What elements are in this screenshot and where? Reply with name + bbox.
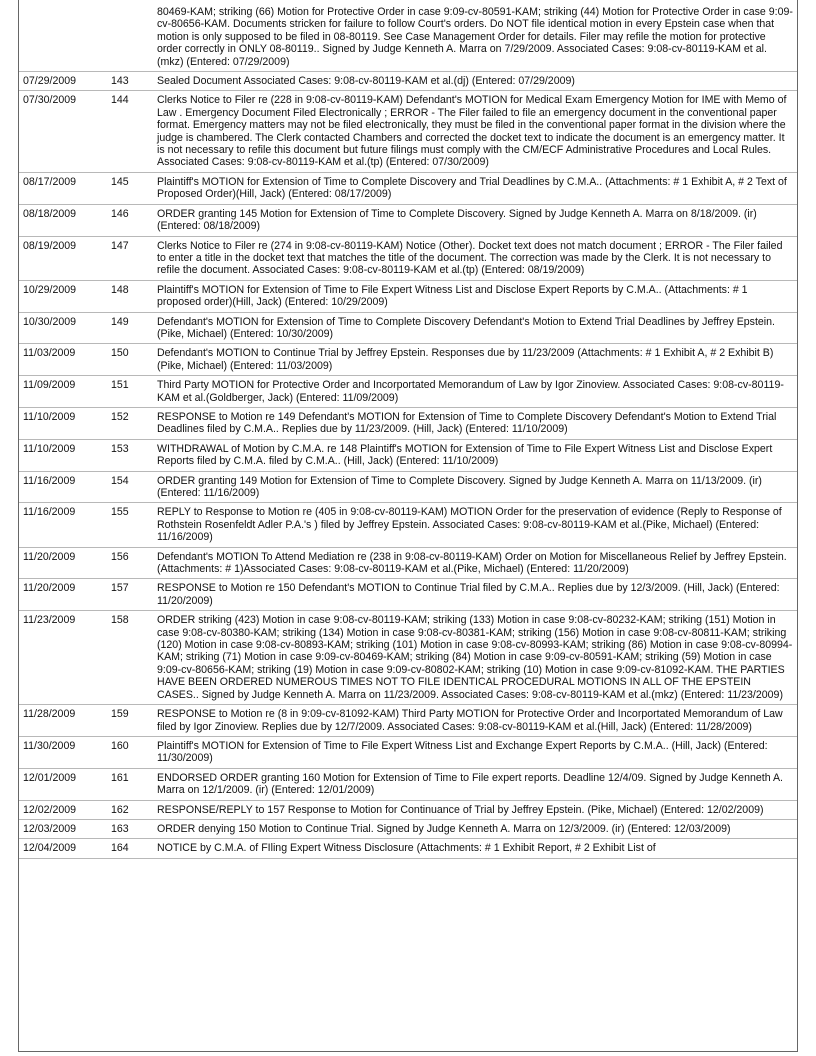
entry-date: 11/10/2009: [19, 439, 107, 471]
docket-entry: [19, 547, 797, 579]
docket-entry: [19, 736, 797, 768]
docket-entry: [19, 705, 797, 737]
docket-table: [19, 0, 797, 859]
docket-entry: [19, 91, 797, 172]
entry-date: 07/29/2009: [19, 72, 107, 91]
entry-text: Defendant's MOTION to Continue Trial by Jeffrey Epstein. Responses due by 11/23/2009 (Attachments: # 1 Exhibit A, # 2 Exhibit B)(Pike, Michael) (Entered: 11/03/2009): [153, 344, 797, 376]
docket-entry: [19, 471, 797, 503]
docket-entry: [19, 172, 797, 204]
entry-date: 11/20/2009: [19, 579, 107, 611]
entry-number: 148: [107, 280, 153, 312]
entry-date: 08/19/2009: [19, 236, 107, 280]
entry-date: 10/30/2009: [19, 312, 107, 344]
entry-date: 11/16/2009: [19, 503, 107, 547]
entry-text: ORDER granting 145 Motion for Extension of Time to Complete Discovery. Signed by Judge Kenneth A. Marra on 8/18/2009. (ir) (Entered: 08/18/2009): [153, 204, 797, 236]
docket-entries: [19, 0, 797, 858]
entry-number: 160: [107, 736, 153, 768]
entry-text: ORDER denying 150 Motion to Continue Trial. Signed by Judge Kenneth A. Marra on 12/3/2009. (ir) (Entered: 12/03/2009): [153, 819, 797, 838]
docket-entry: [19, 236, 797, 280]
entry-text: 80469-KAM; striking (66) Motion for Protective Order in case 9:09-cv-80591-KAM; striking (44) Motion for Protective Order in case 9:09-cv-80656-KAM. Documents stricken for failure to follow Court's orders. Do NOT file identical motion in every Epstein case when that motion is only supposed to be filed in 08-80119. See Case Management Order for details. Filer may refile the motion for protective order correctly in ONLY 08-80119.. Signed by Judge Kenneth A. Marra on 7/29/2009. Associated Cases: 9:08-cv-80119-KAM et al.(mkz) (Entered: 07/29/2009): [153, 0, 797, 72]
entry-date: 12/04/2009: [19, 839, 107, 858]
entry-number: 159: [107, 705, 153, 737]
entry-number: 158: [107, 611, 153, 705]
entry-text: ORDER granting 149 Motion for Extension of Time to Complete Discovery. Signed by Judge Kenneth A. Marra on 11/13/2009. (ir) (Entered: 11/16/2009): [153, 471, 797, 503]
entry-text: Defendant's MOTION for Extension of Time to Complete Discovery Defendant's Motion to Extend Trial Deadlines by Jeffrey Epstein. (Pike, Michael) (Entered: 10/30/2009): [153, 312, 797, 344]
docket-entry: [19, 800, 797, 819]
entry-text: Plaintiff's MOTION for Extension of Time to Complete Discovery and Trial Deadlines by C.M.A.. (Attachments: # 1 Exhibit A, # 2 Text of Proposed Order)(Hill, Jack) (Entered: 08/17/2009): [153, 172, 797, 204]
docket-entry: [19, 204, 797, 236]
entry-text: Clerks Notice to Filer re (228 in 9:08-cv-80119-KAM) Defendant's MOTION for Medical Exam Emergency Motion for IME with Memo of Law . Emergency Document Filed Electronically ; ERROR - The Filer failed to file an emergency document in the conventional paper format. Emergency matters may not be filed electronically, they must be filed in the conventional paper format in the division where the judge is chambered. The Clerk contacted Chambers and corrected the docket text to indicate the document is an emergency matter. It is not necessary to refile this document but future filings must comply with the CM/ECF Administrative Procedures and Local Rules. Associated Cases: 9:08-cv-80119-KAM et al.(tp) (Entered: 07/30/2009): [153, 91, 797, 172]
entry-date: 12/01/2009: [19, 768, 107, 800]
entry-date: 11/23/2009: [19, 611, 107, 705]
docket-entry: [19, 0, 797, 72]
entry-number: 146: [107, 204, 153, 236]
entry-date: 11/09/2009: [19, 376, 107, 408]
docket-entry: [19, 72, 797, 91]
entry-date: [19, 0, 107, 72]
entry-number: 157: [107, 579, 153, 611]
entry-date: 11/16/2009: [19, 471, 107, 503]
entry-number: 149: [107, 312, 153, 344]
entry-text: Third Party MOTION for Protective Order and Incorportated Memorandum of Law by Igor Zinoview. Associated Cases: 9:08-cv-80119-KAM et al.(Goldberger, Jack) (Entered: 11/09/2009): [153, 376, 797, 408]
docket-entry: [19, 768, 797, 800]
entry-text: RESPONSE to Motion re (8 in 9:09-cv-81092-KAM) Third Party MOTION for Protective Order and Incorportated Memorandum of Law filed by Igor Zinoview. Replies due by 12/7/2009. Associated Cases: 9:08-cv-80119-KAM et al.(Hill, Jack) (Entered: 11/28/2009): [153, 705, 797, 737]
docket-entry: [19, 439, 797, 471]
entry-number: 163: [107, 819, 153, 838]
entry-text: Plaintiff's MOTION for Extension of Time to File Expert Witness List and Exchange Expert Reports by C.M.A.. (Hill, Jack) (Entered: 11/30/2009): [153, 736, 797, 768]
docket-entry: [19, 407, 797, 439]
entry-number: 164: [107, 839, 153, 858]
entry-text: RESPONSE to Motion re 150 Defendant's MOTION to Continue Trial filed by C.M.A.. Replies due by 12/3/2009. (Hill, Jack) (Entered: 11/20/2009): [153, 579, 797, 611]
docket-entry: [19, 376, 797, 408]
docket-entry: [19, 312, 797, 344]
entry-text: NOTICE by C.M.A. of FIling Expert Witness Disclosure (Attachments: # 1 Exhibit Report, # 2 Exhibit List of: [153, 839, 797, 858]
entry-date: 08/17/2009: [19, 172, 107, 204]
entry-text: ENDORSED ORDER granting 160 Motion for Extension of Time to File expert reports. Deadline 12/4/09. Signed by Judge Kenneth A. Marra on 12/1/2009. (ir) (Entered: 12/01/2009): [153, 768, 797, 800]
entry-text: Plaintiff's MOTION for Extension of Time to File Expert Witness List and Disclose Expert Reports by C.M.A.. (Attachments: # 1 proposed order)(Hill, Jack) (Entered: 10/29/2009): [153, 280, 797, 312]
docket-entry: [19, 344, 797, 376]
entry-number: 147: [107, 236, 153, 280]
entry-number: 153: [107, 439, 153, 471]
entry-number: [107, 0, 153, 72]
entry-date: 11/28/2009: [19, 705, 107, 737]
entry-date: 11/10/2009: [19, 407, 107, 439]
entry-date: 08/18/2009: [19, 204, 107, 236]
entry-date: 10/29/2009: [19, 280, 107, 312]
docket-entry: [19, 839, 797, 858]
entry-date: 12/03/2009: [19, 819, 107, 838]
entry-date: 07/30/2009: [19, 91, 107, 172]
entry-text: Sealed Document Associated Cases: 9:08-cv-80119-KAM et al.(dj) (Entered: 07/29/2009): [153, 72, 797, 91]
entry-date: 11/30/2009: [19, 736, 107, 768]
docket-entry: [19, 503, 797, 547]
entry-text: RESPONSE/REPLY to 157 Response to Motion for Continuance of Trial by Jeffrey Epstein. (Pike, Michael) (Entered: 12/02/2009): [153, 800, 797, 819]
docket-entry: [19, 611, 797, 705]
entry-number: 150: [107, 344, 153, 376]
docket-page: [18, 0, 798, 1052]
entry-number: 154: [107, 471, 153, 503]
entry-number: 162: [107, 800, 153, 819]
entry-number: 145: [107, 172, 153, 204]
entry-date: 11/03/2009: [19, 344, 107, 376]
entry-number: 155: [107, 503, 153, 547]
entry-number: 152: [107, 407, 153, 439]
entry-date: 11/20/2009: [19, 547, 107, 579]
entry-text: REPLY to Response to Motion re (405 in 9:08-cv-80119-KAM) MOTION Order for the preservation of evidence (Reply to Response of Rothstein Rosenfeldt Adler P.A.'s ) filed by Jeffrey Epstein. Associated Cases: 9:08-cv-80119-KAM et al.(Pike, Michael) (Entered: 11/16/2009): [153, 503, 797, 547]
entry-number: 156: [107, 547, 153, 579]
docket-entry: [19, 579, 797, 611]
entry-text: RESPONSE to Motion re 149 Defendant's MOTION for Extension of Time to Complete Discovery Defendant's Motion to Extend Trial Deadlines filed by C.M.A.. Replies due by 11/23/2009. (Hill, Jack) (Entered: 11/10/2009): [153, 407, 797, 439]
entry-number: 144: [107, 91, 153, 172]
entry-text: Clerks Notice to Filer re (274 in 9:08-cv-80119-KAM) Notice (Other). Docket text does not match document ; ERROR - The Filer failed to enter a title in the docket text that matches the title of the document. The correction was made by the Clerk. It is not necessary to refile the document. Associated Cases: 9:08-cv-80119-KAM et al.(tp) (Entered: 08/19/2009): [153, 236, 797, 280]
entry-text: Defendant's MOTION To Attend Mediation re (238 in 9:08-cv-80119-KAM) Order on Motion for Miscellaneous Relief by Jeffrey Epstein. (Attachments: # 1)Associated Cases: 9:08-cv-80119-KAM et al.(Pike, Michael) (Entered: 11/20/2009): [153, 547, 797, 579]
docket-entry: [19, 280, 797, 312]
entry-date: 12/02/2009: [19, 800, 107, 819]
entry-text: ORDER striking (423) Motion in case 9:08-cv-80119-KAM; striking (133) Motion in case 9:08-cv-80232-KAM; striking (151) Motion in case 9:08-cv-80380-KAM; striking (134) Motion in case 9:08-cv-80381-KAM; striking (156) Motion in case 9:08-cv-80811-KAM; striking (120) Motion in case 9:08-cv-80893-KAM; striking (101) Motion in case 9:08-cv-80993-KAM; striking (86) Motion in case 9:08-cv-80994-KAM; striking (71) Motion in case 9:09-cv-80469-KAM; striking (84) Motion in case 9:09-cv-80591-KAM; striking (59) Motion in case 9:09-cv-80656-KAM; striking (19) Motion in case 9:09-cv-80802-KAM; striking (10) Motion in case 9:09-cv-81092-KAM. THE PARTIES HAVE BEEN ORDERED NUMEROUS TIMES NOT TO FILE IDENTICAL PROCEDURAL MOTIONS IN ALL OF THE EPSTEIN CASES.. Signed by Judge Kenneth A. Marra on 11/23/2009. Associated Cases: 9:08-cv-80119-KAM et al.(mkz) (Entered: 11/23/2009): [153, 611, 797, 705]
entry-text: WITHDRAWAL of Motion by C.M.A. re 148 Plaintiff's MOTION for Extension of Time to File Expert Witness List and Disclose Expert Reports filed by C.M.A. filed by C.M.A.. (Hill, Jack) (Entered: 11/10/2009): [153, 439, 797, 471]
entry-number: 151: [107, 376, 153, 408]
docket-entry: [19, 819, 797, 838]
entry-number: 161: [107, 768, 153, 800]
entry-number: 143: [107, 72, 153, 91]
